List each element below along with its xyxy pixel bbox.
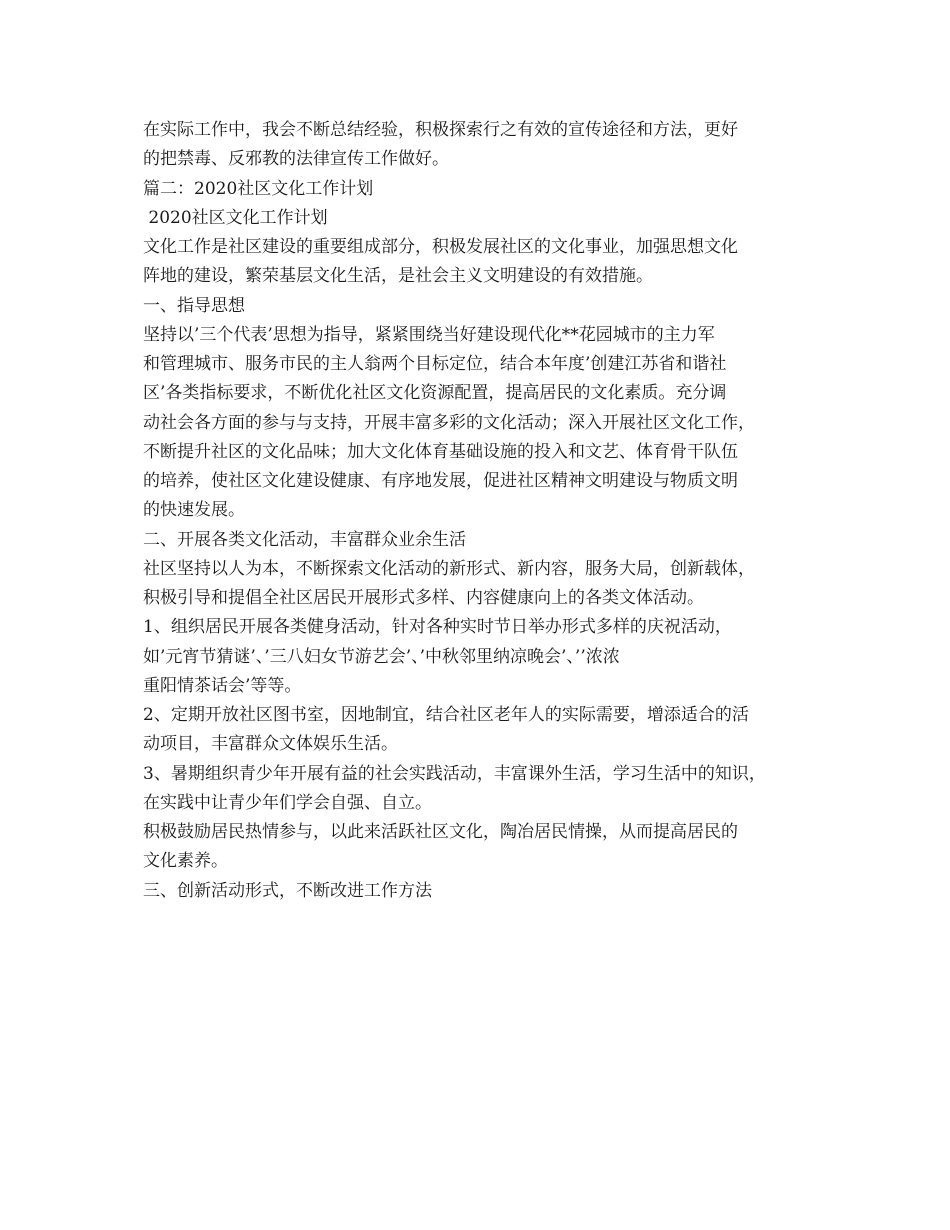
text-line-11: 动社会各方面的参与与支持，开展丰富多彩的文化活动；深入开展社区文化工作， — [143, 412, 755, 433]
text-line-2: 的把禁毒、反邪教的法律宣传工作做好。 — [143, 149, 449, 170]
heading-guiding-thought: 一、指导思想 — [143, 295, 245, 316]
text-line-19: 如’元宵节猜谜’、’三八妇女节游艺会’、’中秋邻里纳凉晚会’、’’浓浓 — [143, 646, 620, 667]
text-line-17: 积极引导和提倡全社区居民开展形式多样、内容健康向上的各类文体活动。 — [143, 588, 704, 608]
text-line-20: 重阳情茶话会’等等。 — [143, 675, 302, 696]
heading-innovation: 三、创新活动形式，不断改进工作方法 — [143, 880, 432, 901]
text-line-1: 在实际工作中，我会不断总结经验，积极探索行之有效的宣传途径和方法，更好 — [143, 120, 738, 140]
list-item-2: 2、定期开放社区图书室，因地制宜，结合社区老年人的实际需要，增添适合的活 — [143, 705, 749, 725]
text-line-13: 的培养，使社区文化建设健康、有序地发展，促进社区精神文明建设与物质文明 — [143, 471, 738, 491]
section-heading-2: 篇二：2020社区文化工作计划 — [143, 178, 374, 199]
text-line-10: 区’各类指标要求，不断优化社区文化资源配置，提高居民的文化素质。充分调 — [143, 383, 727, 404]
text-line-12: 不断提升社区的文化品味；加大文化体育基础设施的投入和文艺、体育骨干队伍 — [143, 441, 738, 462]
list-item-1: 1、组织居民开展各类健身活动，针对各种实时节日举办形式多样的庆祝活动， — [143, 617, 732, 638]
heading-activities: 二、开展各类文化活动，丰富群众业余生活 — [143, 529, 466, 550]
text-line-8: 坚持以’三个代表’思想为指导，紧紧围绕当好建设现代化**花园城市的主力军 — [143, 324, 715, 345]
text-line-6: 阵地的建设，繁荣基层文化生活，是社会主义文明建设的有效措施。 — [143, 266, 653, 287]
text-line-16: 社区坚持以人为本，不断探索文化活动的新形式、新内容，服务大局，创新载体， — [143, 558, 755, 579]
text-line-5: 文化工作是社区建设的重要组成部分，积极发展社区的文化事业，加强思想文化 — [143, 237, 738, 257]
text-line-24: 在实践中让青少年们学会自强、自立。 — [143, 792, 432, 813]
text-line-9: 和管理城市、服务市民的主人翁两个目标定位，结合本年度’创建江苏省和谐社 — [143, 354, 727, 374]
text-line-22: 动项目，丰富群众文体娱乐生活。 — [143, 734, 398, 755]
document-title: 2020社区文化工作计划 — [143, 207, 328, 228]
list-item-3: 3、暑期组织青少年开展有益的社会实践活动，丰富课外生活，学习生活中的知识， — [143, 763, 766, 784]
text-line-26: 文化素养。 — [143, 851, 228, 872]
text-line-14: 的快速发展。 — [143, 500, 245, 521]
text-line-25: 积极鼓励居民热情参与，以此来活跃社区文化，陶冶居民情操，从而提高居民的 — [143, 822, 738, 842]
